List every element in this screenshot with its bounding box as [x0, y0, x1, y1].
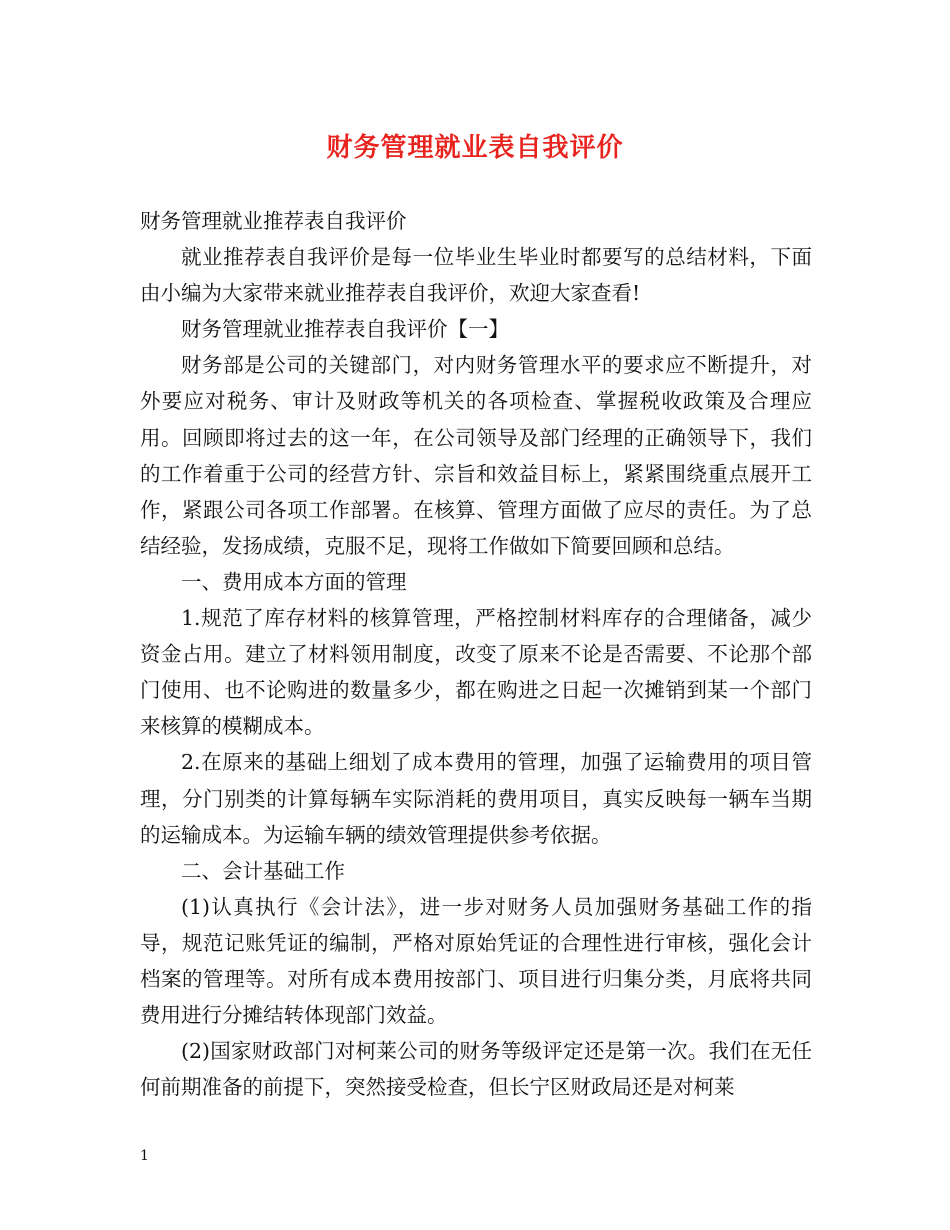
- body-paragraph: 财务部是公司的关键部门，对内财务管理水平的要求应不断提升，对外要应对税务、审计及财政等机关的各项检查、掌握税收政策及合理应用。回顾即将过去的这一年，在公司领导及部门经理的正确领导下，我们的工作着重于公司的经营方针、宗旨和效益目标上，紧紧围绕重点展开工作，紧跟公司各项工作部署。在核算、管理方面做了应尽的责任。为了总结经验，发扬成绩，克服不足，现将工作做如下简要回顾和总结。: [140, 353, 812, 558]
- body-paragraph: 就业推荐表自我评价是每一位毕业生毕业时都要写的总结材料，下面由小编为大家带来就业推荐表自我评价，欢迎大家查看!: [140, 245, 812, 306]
- body-paragraph: 二、会计基础工作: [181, 858, 345, 883]
- body-paragraph: 2.在原来的基础上细划了成本费用的管理，加强了运输费用的项目管理，分门别类的计算每辆车实际消耗的费用项目，真实反映每一辆车当期的运输成本。为运输车辆的绩效管理提供参考依据。: [140, 750, 812, 847]
- document-title: 财务管理就业表自我评价: [326, 133, 624, 163]
- body-paragraph: 一、费用成本方面的管理: [181, 569, 407, 594]
- body-paragraph: (1)认真执行《会计法》，进一步对财务人员加强财务基础工作的指导，规范记账凭证的编制，严格对原始凭证的合理性进行审核，强化会计档案的管理等。对所有成本费用按部门、项目进行归集分类，月底将共同费用进行分摊结转体现部门效益。: [140, 894, 812, 1028]
- body-paragraph: (2)国家财政部门对柯莱公司的财务等级评定还是第一次。我们在无任何前期准备的前提下，突然接受检查，但长宁区财政局还是对柯莱: [140, 1039, 812, 1100]
- body-paragraph: 财务管理就业推荐表自我评价: [140, 209, 407, 233]
- document-body: [140, 203, 812, 1105]
- body-paragraph: 财务管理就业推荐表自我评价【一】: [181, 317, 509, 342]
- body-paragraph: 1.规范了库存材料的核算管理，严格控制材料库存的合理储备，减少资金占用。建立了材料领用制度，改变了原来不论是否需要、不论那个部门使用、也不论购进的数量多少，都在购进之日起一次摊销到某一个部门来核算的模糊成本。: [140, 606, 812, 739]
- page-number: 1: [140, 1148, 149, 1164]
